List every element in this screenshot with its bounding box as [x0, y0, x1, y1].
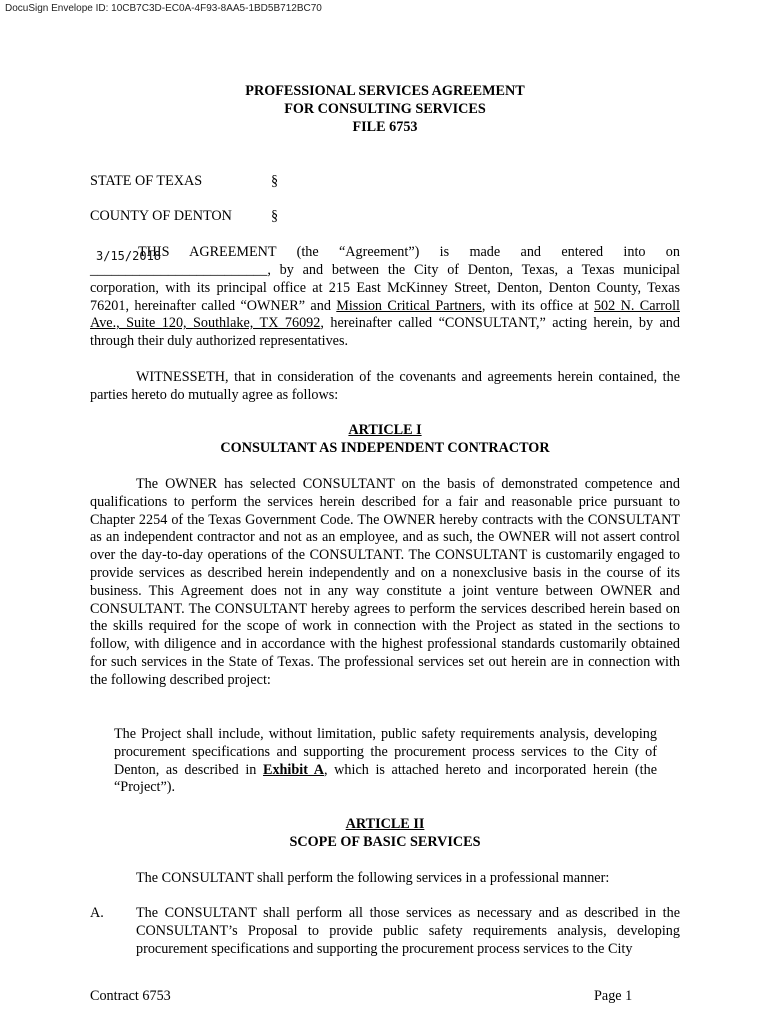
date-blank: _________________________ — [90, 262, 268, 278]
footer-contract-number: Contract 6753 — [90, 988, 171, 1004]
intro-paragraph: _________________________, by and between the City of Denton, Texas, a Texas municipal corporation, with its principal office at 215 East McKinney Street, Denton, Denton County, Texas 76201, hereinafter called “OWNER” and Mission Critical Partners, with its office at 502 N. Carroll Ave., Suite 120, Southlake, TX 76092, hereinafter called “CONSULTANT,” acting herein, by and through their duly authorized representatives. — [90, 262, 680, 350]
county-section-symbol: § — [271, 208, 279, 224]
document-file-number: FILE 6753 — [352, 119, 418, 135]
exhibit-a-reference: Exhibit A — [262, 761, 325, 778]
document-title-line-1: PROFESSIONAL SERVICES AGREEMENT — [245, 83, 525, 99]
item-a-text: The CONSULTANT shall perform all those services as necessary and as described in the CONSULTANT’s Proposal to provide public safety requirements analysis, developing procurement specifications and supporting the procurement process services to the City — [136, 905, 680, 957]
state-section-symbol: § — [271, 173, 279, 189]
article-2-intro: The CONSULTANT shall perform the following services in a professional manner: — [136, 870, 610, 886]
project-description: The Project shall include, without limitation, public safety requirements analysis, developing procurement specifications and supporting the procurement process services to the City of Denton, as described in Exhibit A, which is attached hereto and incorporated herein (the “Project”). — [114, 726, 657, 796]
docusign-envelope-id: DocuSign Envelope ID: 10CB7C3D-EC0A-4F93-8AA5-1BD5B712BC70 — [5, 3, 322, 14]
consultant-name: Mission Critical Partners — [336, 297, 482, 314]
signature-date-stamp: 3/15/2018 — [96, 249, 162, 263]
document-title-line-2: FOR CONSULTING SERVICES — [284, 101, 486, 117]
footer-page-number: Page 1 — [594, 988, 633, 1004]
article-1-body: The OWNER has selected CONSULTANT on the basis of demonstrated competence and qualifications to perform the services herein described for a fair and reasonable price pursuant to Chapter 2254 of the Texas Government Code. The OWNER hereby contracts with the CONSULTANT as an independent contractor and not as an employee, and as such, the OWNER will not assert control over the day-to-day operations of the CONSULTANT. The CONSULTANT is customarily engaged to provide services as described herein independently and on a nonexclusive basis in the course of its business. This Agreement does not in any way constitute a joint venture between OWNER and CONSULTANT. The CONSULTANT hereby agrees to perform the services described herein based on the skills required for the scope of work in connection with the Project as stated in the sections to follow, with diligence and in accordance with the highest professional standards customarily obtained for such services in the State of Texas. The professional services set out herein are in connection with the following described project: — [90, 476, 680, 688]
article-2-heading: ARTICLE II — [345, 816, 425, 832]
witnesseth-paragraph: WITNESSETH, that in consideration of the covenants and agreements herein contained, the parties hereto do mutually agree as follows: — [90, 369, 680, 403]
state-label: STATE OF TEXAS — [90, 173, 203, 189]
county-label: COUNTY OF DENTON — [90, 208, 232, 224]
article-2-subheading: SCOPE OF BASIC SERVICES — [289, 834, 481, 850]
intro-first-line: THIS AGREEMENT (the “Agreement”) is made and entered into on — [138, 244, 680, 260]
article-1-subheading: CONSULTANT AS INDEPENDENT CONTRACTOR — [220, 440, 550, 456]
consultant-address: 502 N. Carroll Ave., Suite 120, Southlake, TX 76092 — [90, 297, 680, 332]
article-1-heading: ARTICLE I — [348, 422, 422, 438]
item-a-label: A. — [90, 905, 104, 921]
